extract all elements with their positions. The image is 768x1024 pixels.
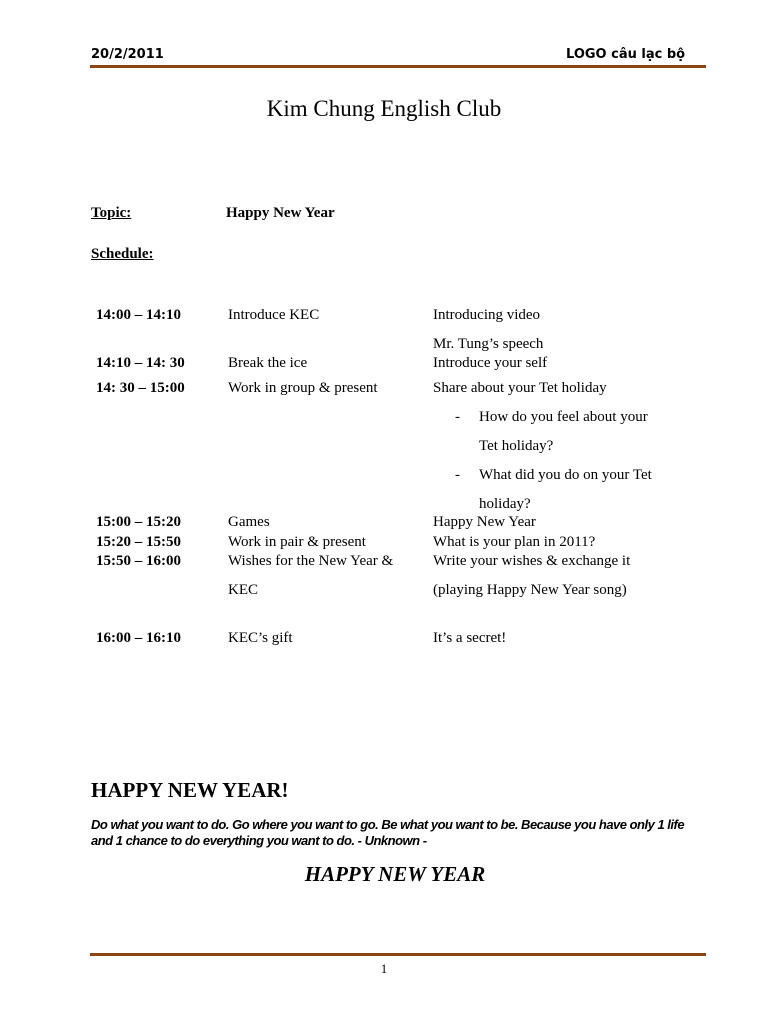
schedule-activity: Introduce KEC — [228, 307, 320, 323]
header-rule — [90, 65, 706, 68]
schedule-label: Schedule: — [91, 246, 154, 262]
page-number: 1 — [380, 961, 388, 976]
schedule-activity: KEC — [228, 582, 258, 598]
schedule-detail: It’s a secret! — [433, 630, 507, 646]
topic-value: Happy New Year — [226, 205, 335, 221]
schedule-time: 14: 30 – 15:00 — [96, 380, 185, 396]
footer-rule — [90, 953, 706, 956]
schedule-time: 15:20 – 15:50 — [96, 534, 181, 550]
schedule-time: 14:00 – 14:10 — [96, 307, 181, 323]
topic-label: Topic: — [91, 205, 132, 221]
schedule-detail: Introduce your self — [433, 355, 548, 371]
schedule-activity: Games — [228, 514, 270, 530]
closing-heading: HAPPY NEW YEAR! — [91, 778, 289, 802]
schedule-time: 14:10 – 14: 30 — [96, 355, 185, 371]
schedule-time: 15:00 – 15:20 — [96, 514, 181, 530]
schedule-detail: Share about your Tet holiday — [433, 380, 607, 396]
schedule-detail: Write your wishes & exchange it — [433, 553, 631, 569]
bullet-dash: - — [455, 409, 460, 425]
closing-banner: HAPPY NEW YEAR — [304, 862, 486, 886]
schedule-activity: Break the ice — [228, 355, 308, 371]
schedule-activity: Wishes for the New Year & — [228, 553, 394, 569]
schedule-activity: KEC’s gift — [228, 630, 293, 646]
bullet-text: How do you feel about your — [479, 409, 648, 425]
header-logo-text: LOGO câu lạc bộ — [566, 47, 686, 62]
schedule-detail: Happy New Year — [433, 514, 536, 530]
schedule-time: 15:50 – 16:00 — [96, 553, 181, 569]
schedule-detail: Mr. Tung’s speech — [433, 336, 544, 352]
schedule-activity: Work in group & present — [228, 380, 378, 396]
page-title: Kim Chung English Club — [266, 96, 502, 121]
schedule-detail: Introducing video — [433, 307, 541, 323]
schedule-detail: (playing Happy New Year song) — [433, 582, 627, 598]
bullet-text: What did you do on your Tet — [479, 467, 652, 483]
quote-line: Do what you want to do. Go where you want to go. Be what you want to be. Because you have only 1 life — [91, 817, 685, 832]
bullet-dash: - — [455, 467, 460, 483]
schedule-detail: What is your plan in 2011? — [433, 534, 596, 550]
bullet-text: Tet holiday? — [479, 438, 554, 454]
bullet-text: holiday? — [479, 496, 531, 512]
quote-line: and 1 chance to do everything you want to do. - Unknown - — [91, 833, 427, 848]
schedule-time: 16:00 – 16:10 — [96, 630, 181, 646]
header-date: 20/2/2011 — [91, 47, 164, 62]
schedule-activity: Work in pair & present — [228, 534, 366, 550]
